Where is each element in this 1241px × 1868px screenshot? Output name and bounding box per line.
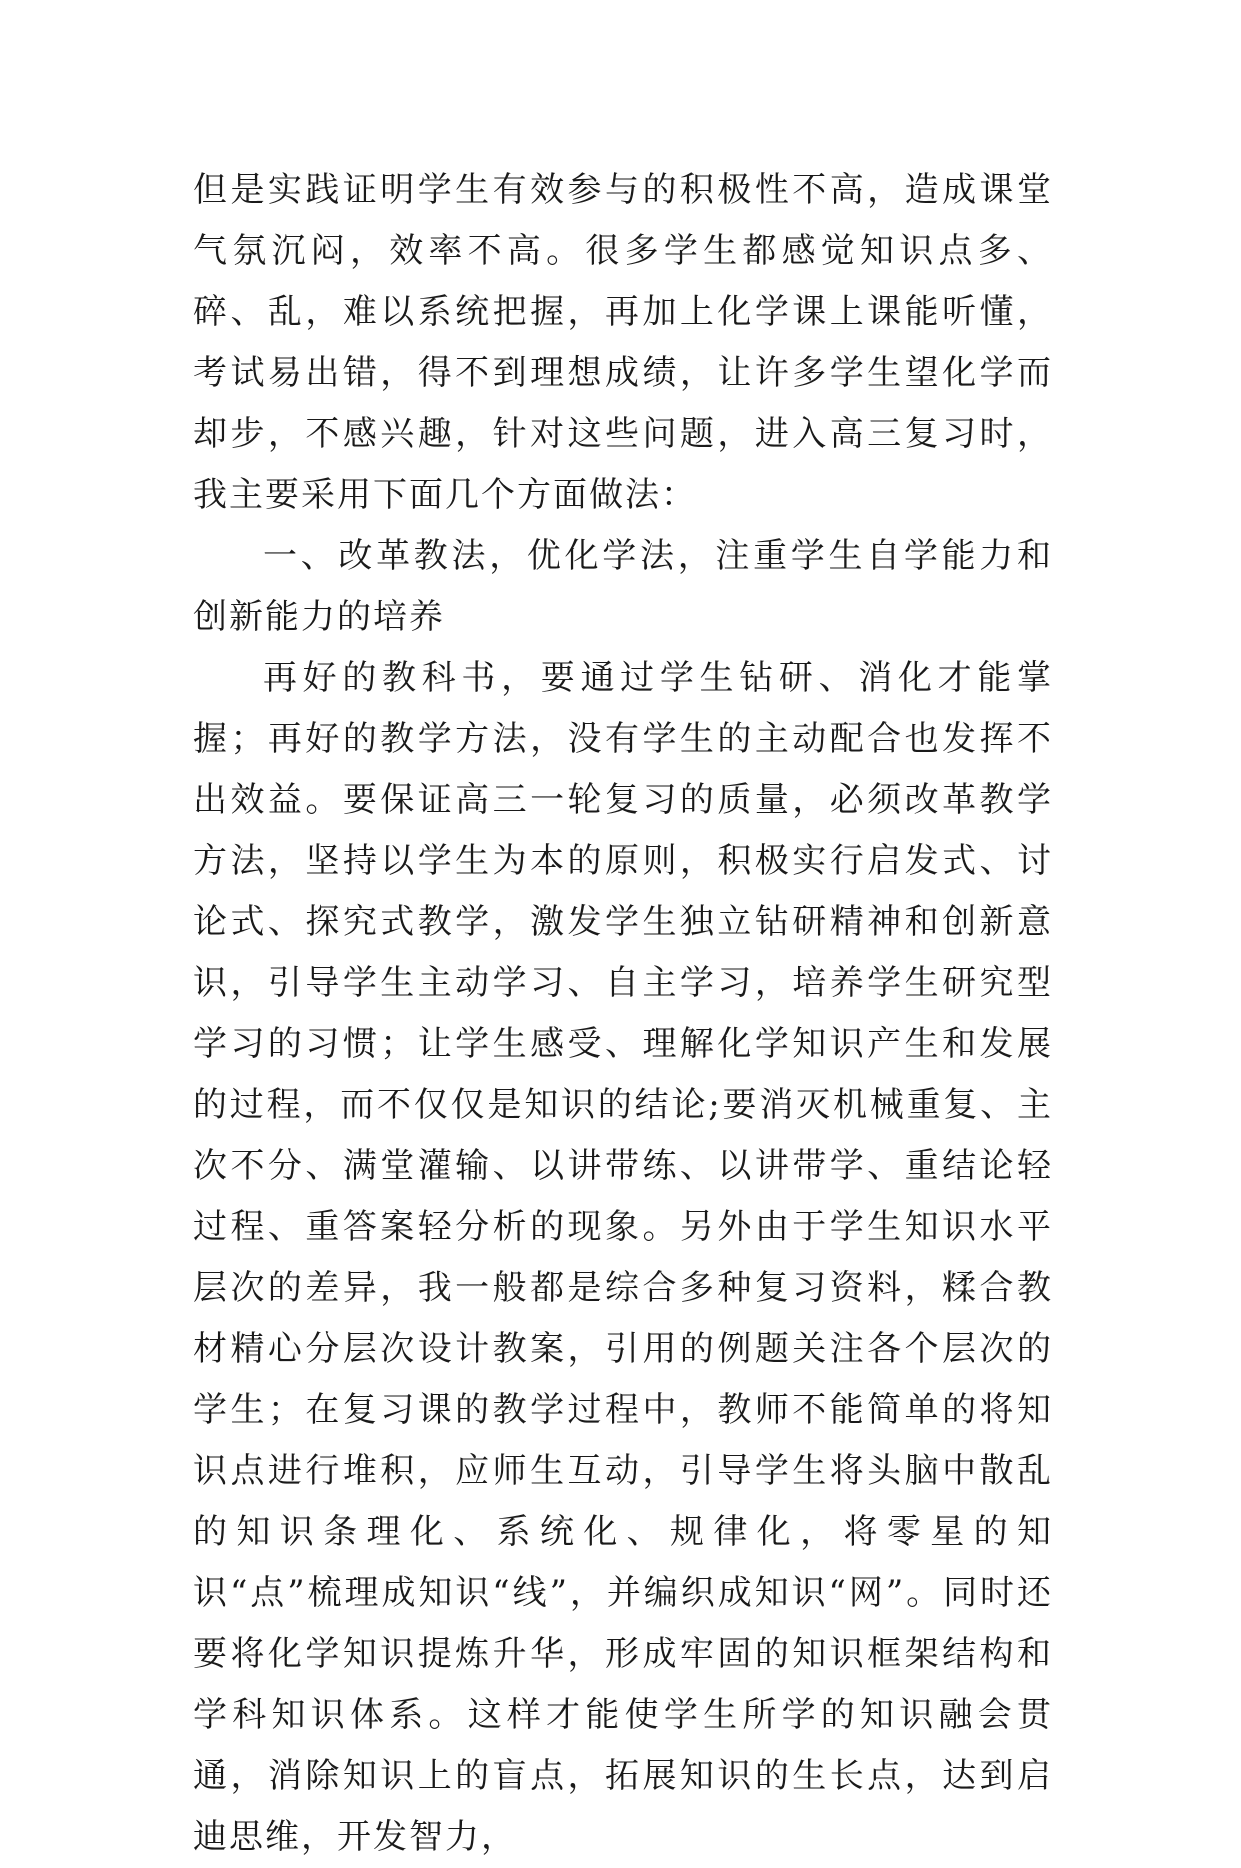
document-body: [193, 160, 1053, 1868]
section-heading-1: 一、改革教法，优化学法，注重学生自学能力和创新能力的培养: [193, 536, 1053, 637]
paragraph-intro: 但是实践证明学生有效参与的积极性不高，造成课堂气氛沉闷，效率不高。很多学生都感觉知识点多、碎、乱，难以系统把握，再加上化学课上课能听懂，考试易出错，得不到理想成绩，让许多学生望化学而却步，不感兴趣，针对这些问题，进入高三复习时，我主要采用下面几个方面做法：: [193, 170, 1053, 515]
paragraph-section-1: 再好的教科书，要通过学生钻研、消化才能掌握；再好的教学方法，没有学生的主动配合也发挥不出效益。要保证高三一轮复习的质量，必须改革教学方法，坚持以学生为本的原则，积极实行启发式、讨论式、探究式教学，激发学生独立钻研精神和创新意识，引导学生主动学习、自主学习，培养学生研究型学习的习惯；让学生感受、理解化学知识产生和发展的过程，而不仅仅是知识的结论;要消灭机械重复、主次不分、满堂灌输、以讲带练、以讲带学、重结论轻过程、重答案轻分析的现象。另外由于学生知识水平层次的差异，我一般都是综合多种复习资料，糅合教材精心分层次设计教案，引用的例题关注各个层次的学生；在复习课的教学过程中，教师不能简单的将知识点进行堆积，应师生互动，引导学生将头脑中散乱的知识条理化、系统化、规律化，将零星的知识“点”梳理成知识“线”，并编织成知识“网”。同时还要将化学知识提炼升华，形成牢固的知识框架结构和学科知识体系。这样才能使学生所学的知识融会贯通，消除知识上的盲点，拓展知识的生长点，达到启迪思维，开发智力，: [193, 658, 1053, 1857]
